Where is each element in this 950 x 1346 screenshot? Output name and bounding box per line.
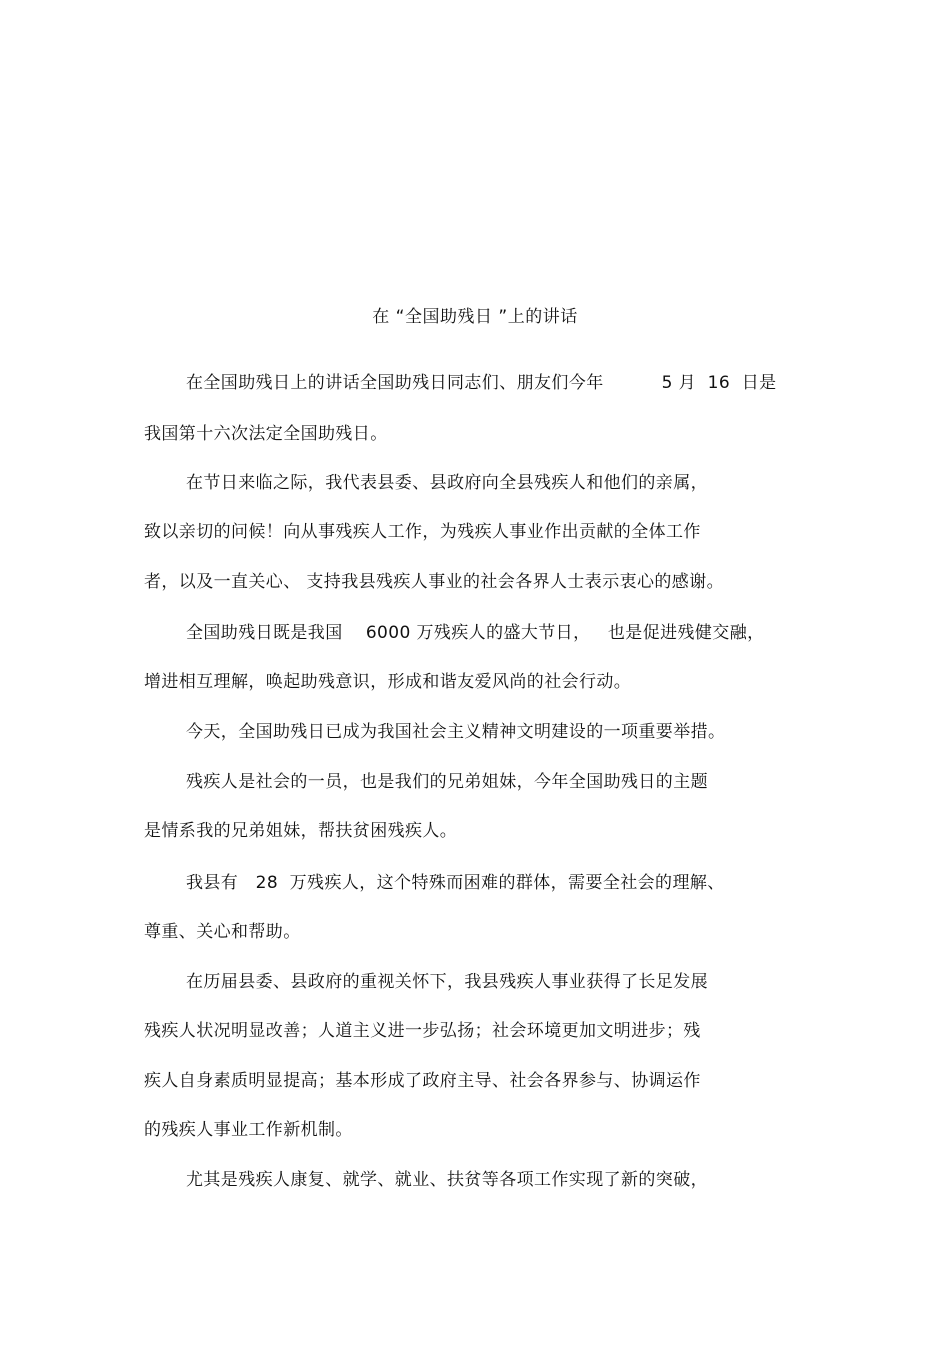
paragraph-line: 在历届县委、县政府的重视关怀下，我县残疾人事业获得了长足发展: [186, 972, 708, 992]
document-title: 在 “全国助残日 ”上的讲话: [372, 307, 578, 327]
paragraph-line: 全国助残日既是我国 6000 万残疾人的盛大节日， 也是促进残健交融，: [186, 623, 765, 643]
paragraph-line: 我国第十六次法定全国助残日。: [144, 424, 388, 444]
paragraph-line: 我县有 28 万残疾人，这个特殊而困难的群体，需要全社会的理解、: [186, 873, 725, 893]
paragraph-line: 在节日来临之际，我代表县委、县政府向全县残疾人和他们的亲属，: [186, 473, 708, 493]
paragraph-line: 尊重、关心和帮助。: [144, 922, 301, 942]
paragraph-line: 者，以及一直关心、 支持我县残疾人事业的社会各界人士表示衷心的感谢。: [144, 572, 725, 592]
paragraph-line: 是情系我的兄弟姐妹，帮扶贫困残疾人。: [144, 821, 458, 841]
paragraph-line: 疾人自身素质明显提高；基本形成了政府主导、社会各界参与、协调运作: [144, 1071, 701, 1091]
paragraph-line: 今天，全国助残日已成为我国社会主义精神文明建设的一项重要举措。: [186, 722, 726, 742]
paragraph-line: 的残疾人事业工作新机制。: [144, 1120, 353, 1140]
paragraph-line: 残疾人是社会的一员，也是我们的兄弟姐妹，今年全国助残日的主题: [186, 772, 708, 792]
paragraph-line: 增进相互理解，唤起助残意识，形成和谐友爱风尚的社会行动。: [144, 672, 632, 692]
paragraph-line: 在全国助残日上的讲话全国助残日同志们、朋友们今年 5 月 16 日是: [186, 373, 777, 393]
paragraph-line: 致以亲切的问候！向从事残疾人工作，为残疾人事业作出贡献的全体工作: [144, 522, 701, 542]
paragraph-line: 尤其是残疾人康复、就学、就业、扶贫等各项工作实现了新的突破，: [186, 1170, 708, 1190]
paragraph-line: 残疾人状况明显改善；人道主义进一步弘扬；社会环境更加文明进步；残: [144, 1021, 701, 1041]
